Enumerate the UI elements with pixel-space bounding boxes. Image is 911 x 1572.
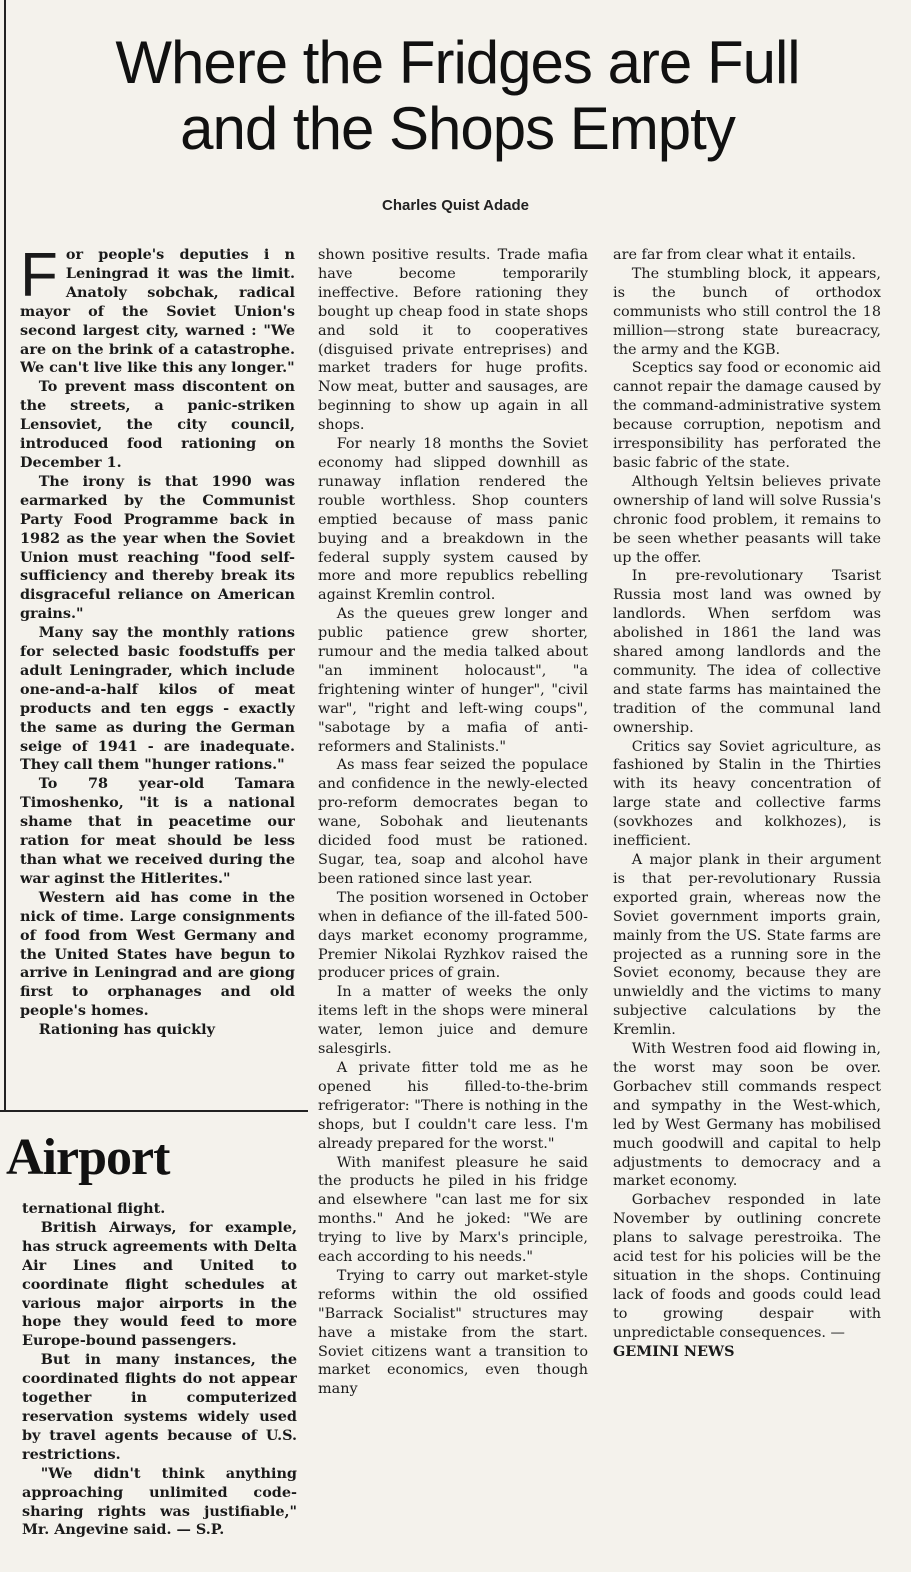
headline-line-2: and the Shops Empty [180, 95, 735, 162]
paragraph: Many say the monthly rations for selected basic foodstuffs per adult Leningrader, which include one-and-a-half kilos of meat products and ten eggs - exactly the same as during the German seige of 1941 - are inadequate. They call them "hunger rations." [20, 624, 295, 774]
paragraph: British Airways, for example, has struck agreements with Delta Air Lines and United to coordinate flight schedules at various major airports in the hope they would feed to more Europe-bound passengers. [22, 1218, 297, 1350]
paragraph: As mass fear seized the populace and confidence in the newly-elected pro-reform democrates began to wane, Sobohak and lieutenants dicided food must be rationed. Sugar, tea, soap and alcohol have been rationed since last year. [318, 757, 588, 887]
airport-heading: Airport [6, 1129, 170, 1186]
paragraph: But in many instances, the coordinated flights do not appear together in computerized reservation systems widely used by travel agents because of U.S. restrictions. [22, 1351, 297, 1463]
paragraph: Gorbachev responded in late November by outlining concrete plans to salvage perestroika. The acid test for his policies will be the situation in the shops. Continuing lack of foods and goods could lead to growing despair with unpredictable consequences. — [613, 1192, 881, 1341]
article-column-1 [20, 246, 295, 1104]
byline: Charles Quist Adade [382, 197, 529, 214]
paragraph: Rationing has quickly [38, 1021, 215, 1039]
paragraph: Although Yeltsin believes private ownership of land will solve Russia's chronic food problem, it remains to be seen whether peasants will take up the offer. [613, 473, 881, 566]
left-column-rule [4, 0, 6, 1110]
paragraph: Critics say Soviet agriculture, as fashioned by Stalin in the Thirties with its heavy concentration of large state and collective farms (sovkhozes and kolkhozes), is inefficient. [613, 738, 881, 850]
paragraph: shown positive results. Trade mafia have become temporarily ineffective. Before rationing they bought up cheap food in state shops and sold it to cooperatives (disguised private entreprises) and market traders for huge profits. Now meat, butter and sausages, are beginning to show up again in all shops. [318, 247, 588, 434]
paragraph: are far from clear what it entails. [613, 247, 857, 263]
paragraph: For nearly 18 months the Soviet economy had slipped downhill as runaway inflation rendered the rouble worthless. Shop counters emptied because of mass panic buying and a breakdown in the federal supply system caused by more and more republics rebelling against Kremlin control. [318, 436, 588, 604]
paragraph: As the queues grew longer and public patience grew shorter, rumour and the media talked about "an imminent holocaust", "a frightening winter of hunger", "civil war", "right and left-wing coups", "sabotage by a mafia of anti-reformers and Stalinists." [318, 606, 588, 755]
paragraph: ternational flight. [22, 1200, 166, 1217]
article-column-2 [318, 246, 588, 1568]
paragraph: Sceptics say food or economic aid cannot repair the damage caused by the command-administrative system because corruption, nepotism and irresponsibility has perforated the basic fabric of the state. [613, 360, 881, 471]
drop-cap: F [20, 246, 58, 310]
paragraph: The position worsened in October when in defiance of the ill-fated 500-days market economy programme, Premier Nikolai Ryzhkov raised the producer prices of grain. [318, 889, 588, 982]
paragraph: A major plank in their argument is that per-revolutionary Russia exported grain, whereas now the Soviet government imports grain, mainly from the US. State farms are projected as a running sore in the Soviet economy, because they are unwieldly and the victims to many subjective calculations by the Kremlin. [613, 852, 881, 1039]
paragraph: or people's deputies i n Leningrad it was the limit. Anatoly sobchak, radical mayor of the Soviet Union's second largest city, warned : "We are on the brink of a catastrophe. We can't live like this any longer." [20, 246, 295, 377]
airport-article-column [22, 1200, 297, 1572]
paragraph: To 78 year-old Tamara Timoshenko, "it is a national shame that in peacetime our ration for meat should be less than what we received during the war aginst the Hitlerites." [20, 775, 295, 887]
paragraph: The irony is that 1990 was earmarked by the Communist Party Food Programme back in 1982 as the year when the Soviet Union must reaching "food self-sufficiency and thereby break its disgraceful reliance on American grains." [20, 472, 295, 623]
paragraph: Western aid has come in the nick of time. Large consignments of food from West Germany and the United States have begun to arrive in Leningrad and are giong first to orphanages and old people's homes. [20, 888, 295, 1020]
paragraph: The stumbling block, it appears, is the bunch of orthodox communists who still control the 18 million—strong state bureacracy, the army and the KGB. [613, 265, 881, 358]
paragraph: With Westren food aid flowing in, the worst may soon be over. Gorbachev still commands respect and sympathy in the West-which, led by West Germany has mobilised much goodwill and capital to help adjustments to democracy and a market economy. [613, 1041, 881, 1190]
paragraph: Trying to carry out market-style reforms within the old ossified "Barrack Socialist" structures may have a mistake from the start. Soviet citizens want a transition to market economics, even though many [318, 1267, 588, 1398]
article-column-3 [613, 246, 881, 1568]
paragraph: In a matter of weeks the only items left in the shops were mineral water, lemon juice and demure salesgirls. [318, 984, 588, 1058]
airport-section-rule [0, 1110, 308, 1112]
paragraph: "We didn't think anything approaching unlimited code-sharing rights was justifiable," Mr. Angevine said. — S.P. [22, 1464, 297, 1539]
paragraph: With manifest pleasure he said the products he piled in his fridge and elsewhere "can last me for six months." And he joked: "We are trying to live by Marx's principle, each according to his needs." [318, 1154, 588, 1266]
paragraph: A private fitter told me as he opened his filled-to-the-brim refrigerator: "There is nothing in the shops, but I couldn't care less. I'm already prepared for the worst." [318, 1059, 588, 1152]
headline-line-1: Where the Fridges are Full [115, 29, 800, 96]
source-credit: GEMINI NEWS [613, 1342, 735, 1360]
paragraph: To prevent mass discontent on the streets, a panic-striken Lensoviet, the city council, introduced food rationing on December 1. [20, 378, 295, 471]
headline [10, 30, 905, 162]
paragraph: In pre-revolutionary Tsarist Russia most land was owned by landlords. When serfdom was abolished in 1861 the land was shared among landlords and the community. The idea of collective and state farms has maintained the tradition of the communal land ownership. [613, 568, 881, 736]
